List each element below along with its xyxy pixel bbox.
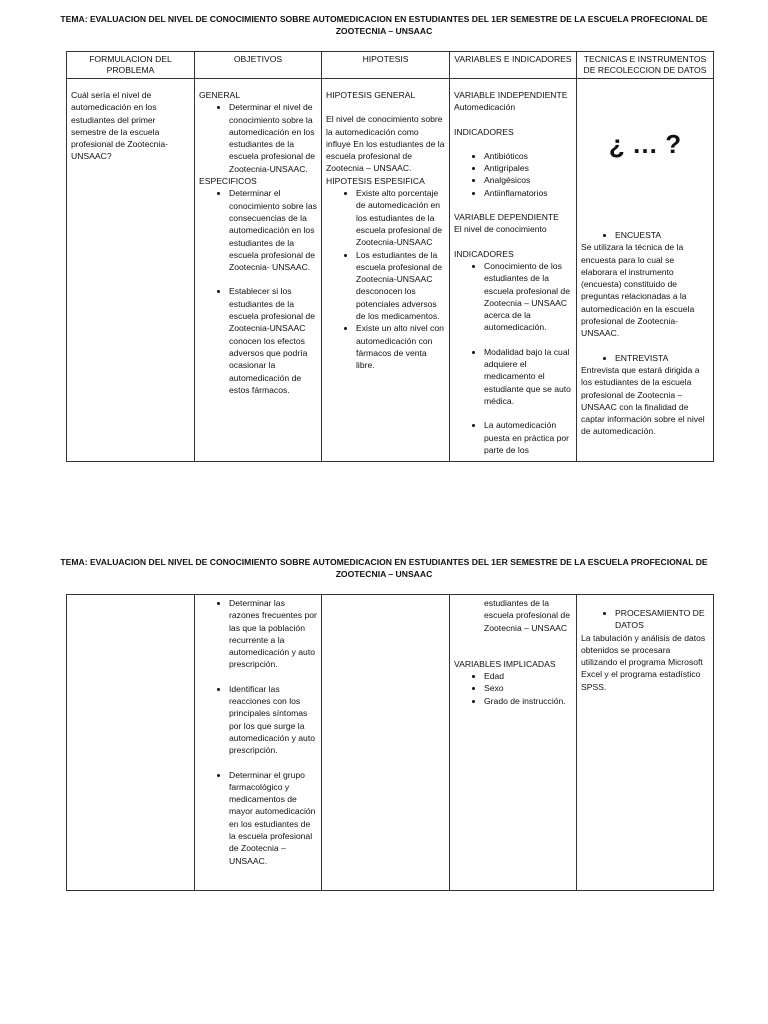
page2-title-line1: TEMA: EVALUACION DEL NIVEL DE CONOCIMIENTO SOBRE AUTOMEDICACION EN ESTUDIANTES DEL 1ER SEMESTRE DE LA ESCUELA PROFECIONAL DE (60, 557, 708, 567)
var-impl-item: • Grado de instrucción. (484, 695, 572, 707)
hip-general-label: HIPOTESIS GENERAL (326, 90, 416, 100)
header-hipotesis: HIPOTESIS (322, 52, 450, 79)
hip-esp-item-1: • Existe alto porcentaje de automedicación en los estudiantes de la escuela profesional de Zootecnia-UNSAAC (356, 187, 445, 248)
indicador-item: • Analgésicos (484, 174, 572, 186)
hip-esp-item-3: • Existe un alto nivel con automedicación con fármacos de venta libre. (356, 322, 445, 371)
indicadores2-label: INDICADORES (454, 248, 514, 259)
indicador2-item-3-cont: estudiantes de la escuela profesional de Zootecnia – UNSAAC (484, 598, 570, 633)
indicador-item: • Antiinflamatorios (484, 187, 572, 199)
tec-procesamiento-text: La tabulación y análisis de datos obtenidos se procesara utilizando el programa Microsoft Excel y el programa estadístico SPSS. (581, 632, 706, 692)
hip-general-text: El nivel de conocimiento sobre la automedicación como influye En los estudiantes de la escuela profesional de Zootecnia – UNSAAC. (326, 114, 445, 174)
indicador-item: • Antibióticos (484, 150, 572, 162)
var-indep-text: Automedicación (454, 102, 516, 113)
var-impl-label: VARIABLES IMPLICADAS (454, 658, 556, 669)
var-indep-label: VARIABLE INDEPENDIENTE (454, 90, 568, 100)
page1-table (66, 51, 714, 462)
var-impl-item: • Edad (484, 670, 572, 682)
var-dep-label: VARIABLE DEPENDIENTE (454, 212, 559, 223)
var-impl-item: • Sexo (484, 682, 572, 694)
tec-entrevista-label: • ENTREVISTA (615, 352, 709, 364)
page1-title (60, 13, 708, 37)
obj-esp-item-1: • Determinar el conocimiento sobre las consecuencias de la automedicación en los estudiantes de la escuela profesional de Zootecnia- UNSAAC. (229, 187, 317, 273)
cell-variables (450, 79, 577, 462)
obj-esp-item-3: • Determinar las razones frecuentes por las que la población recurrente a la automedicación y auto prescripción. (229, 597, 317, 671)
cell-problema (67, 79, 195, 462)
p2-cell-tecnicas (577, 595, 714, 891)
cell-objetivos (195, 79, 322, 462)
cell-tecnicas (577, 79, 714, 462)
page2-table (66, 594, 714, 891)
page2-title (60, 556, 708, 580)
obj-esp-item-5: • Determinar el grupo farmacológico y medicamentos de mayor automedicación en los estudiantes de la escuela profesional de Zootecnia – UNSAAC. (229, 769, 317, 867)
question-mark-text: ¿ … ? (608, 129, 682, 159)
problema-text: Cuál sería el nivel de automedicación en los estudiantes del primer semestre de la escuela profesional de Zootecnia-UNSAAC? (71, 90, 168, 162)
obj-especificos-label: ESPECIFICOS (199, 176, 257, 187)
indicadores-label: INDICADORES (454, 126, 514, 137)
indicador-item: • Antigripales (484, 162, 572, 174)
indicador2-item-3: • La automedicación puesta en práctica por parte de los (484, 419, 572, 456)
header-objetivos: OBJETIVOS (195, 52, 322, 79)
tec-procesamiento-label: • PROCESAMIENTO DE DATOS (615, 607, 709, 632)
p2-cell-variables (450, 595, 577, 891)
p2-cell-objetivos (195, 595, 322, 891)
hip-esp-item-2: • Los estudiantes de la escuela profesional de Zootecnia-UNSAAC desconocen los potenciales adversos de los medicamentos. (356, 249, 445, 323)
tec-encuesta-label: • ENCUESTA (615, 229, 709, 241)
p2-cell-problema (67, 595, 195, 891)
header-problema: FORMULACION DEL PROBLEMA (67, 52, 195, 79)
hip-especifica-label: HIPOTESIS ESPESIFICA (326, 175, 425, 186)
tec-encuesta-text: Se utilizara la técnica de la encuesta para lo cual se elaborara el instrumento (encuesta) constituido de preguntas relacionadas a la automedicación en la escuela profesional de Zootecnia-UNSAAC. (581, 242, 695, 339)
tec-entrevista-text: Entrevista que estará dirigida a los estudiantes de la escuela profesional de Zootecnia – UNSAAC con la finalidad de captar información sobre el nivel de automedicación. (581, 364, 705, 437)
page1-title-line2: ZOOTECNIA – UNSAAC (335, 26, 433, 36)
cell-hipotesis (322, 79, 450, 462)
obj-general-label: GENERAL (199, 90, 241, 100)
var-dep-text: El nivel de conocimiento (454, 224, 547, 235)
obj-esp-item-4: • Identificar las reacciones con los principales síntomas por los que surge la automedicación y auto prescripción. (229, 683, 317, 757)
p2-cell-hipotesis (322, 595, 450, 891)
header-variables: VARIABLES E INDICADORES (450, 52, 577, 79)
obj-general-item: • Determinar el nivel de conocimiento sobre la automedicación en los estudiantes de la escuela profesional de Zootecnia-UNSAAC. (229, 101, 317, 175)
page1-title-line1: TEMA: EVALUACION DEL NIVEL DE CONOCIMIENTO SOBRE AUTOMEDICACION EN ESTUDIANTES DEL 1ER SEMESTRE DE LA ESCUELA PROFECIONAL DE (60, 14, 708, 24)
indicador2-item-2: • Modalidad bajo la cual adquiere el medicamento el estudiante que se auto médica. (484, 346, 572, 407)
obj-esp-item-2: • Establecer si los estudiantes de la escuela profesional de Zootecnia-UNSAAC conocen los efectos adversos que podría ocasionar la automedicación de estos fármacos. (229, 285, 317, 396)
page2-title-line2: ZOOTECNIA – UNSAAC (335, 569, 433, 579)
header-tecnicas: TECNICAS E INSTRUMENTOS DE RECOLECCION DE DATOS (577, 52, 714, 79)
indicador2-item-1: • Conocimiento de los estudiantes de la escuela profesional de Zootecnia – UNSAAC acerca de la automedicación. (484, 260, 572, 334)
